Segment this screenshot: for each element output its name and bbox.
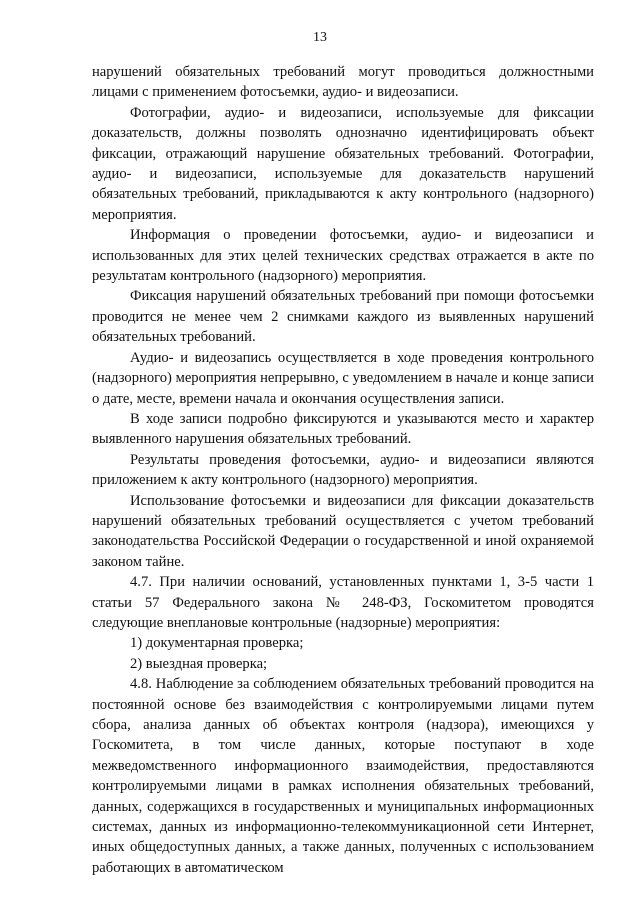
page-number: 13: [313, 30, 327, 45]
document-body: [92, 62, 594, 878]
paragraph-recording-details: В ходе записи подробно фиксируются и указываются место и характер выявленного нарушения обязательных требований.: [92, 410, 594, 448]
paragraph-photo-evidence: Фотографии, аудио- и видеозаписи, используемые для фиксации доказательств, должны позволять однозначно идентифицировать объект фиксации, отражающий нарушение обязательных требований. Фотографии, аудио- и видеозаписи, используемые для доказательств нарушений обязательных требований, прикладываются к акту контрольного (надзорного) мероприятия.: [92, 104, 594, 223]
paragraph-results-appendix: Результаты проведения фотосъемки, аудио- и видеозаписи являются приложением к акту контрольного (надзорного) мероприятия.: [92, 451, 594, 489]
paragraph-recording-info: Информация о проведении фотосъемки, аудио- и видеозаписи и использованных для этих целей технических средствах отражается в акте по результатам контрольного (надзорного) мероприятия.: [92, 227, 594, 285]
paragraph-audio-video: Аудио- и видеозапись осуществляется в ходе проведения контрольного (надзорного) мероприятия непрерывно, с уведомлением в начале и конце записи о дате, месте, времени начала и окончания осуществления записи.: [92, 349, 594, 407]
paragraph-continuation: нарушений обязательных требований могут проводиться должностными лицами с применением фотосъемки, аудио- и видеозаписи.: [92, 64, 594, 101]
paragraph-4-7: 4.7. При наличии оснований, установленных пунктами 1, 3-5 части 1 статьи 57 Федерального закона № 248-ФЗ, Госкомитетом проводятся следующие внеплановые контрольные (надзорные) мероприятия:: [92, 574, 594, 631]
paragraph-photo-fixation: Фиксация нарушений обязательных требований при помощи фотосъемки проводится не менее чем 2 снимками каждого из выявленных нарушений обязательных требований.: [92, 288, 594, 346]
list-item-field-check: 2) выездная проверка;: [130, 655, 268, 672]
paragraph-4-8: 4.8. Наблюдение за соблюдением обязательных требований проводится на постоянной основе без взаимодействия с контролируемыми лицами путем сбора, анализа данных об объектах контроля (надзора), имеющихся у Госкомитета, в том числе данных, которые поступают в ходе межведомственного информационного взаимодействия, предоставляются контролируемыми лицами в рамках исполнения обязательных требований, данных, содержащихся в государственных и муниципальных информационных системах, данных из информационно-телекоммуникационной сети Интернет, иных общедоступных данных, а также данных, полученных с использованием работающих в автоматическом: [92, 676, 594, 876]
paragraph-secrecy: Использование фотосъемки и видеозаписи для фиксации доказательств нарушений обязательных требований осуществляется с учетом требований законодательства Российской Федерации о государственной и иной охраняемой законом тайне.: [92, 492, 594, 570]
list-item-documentary-check: 1) документарная проверка;: [130, 635, 304, 652]
